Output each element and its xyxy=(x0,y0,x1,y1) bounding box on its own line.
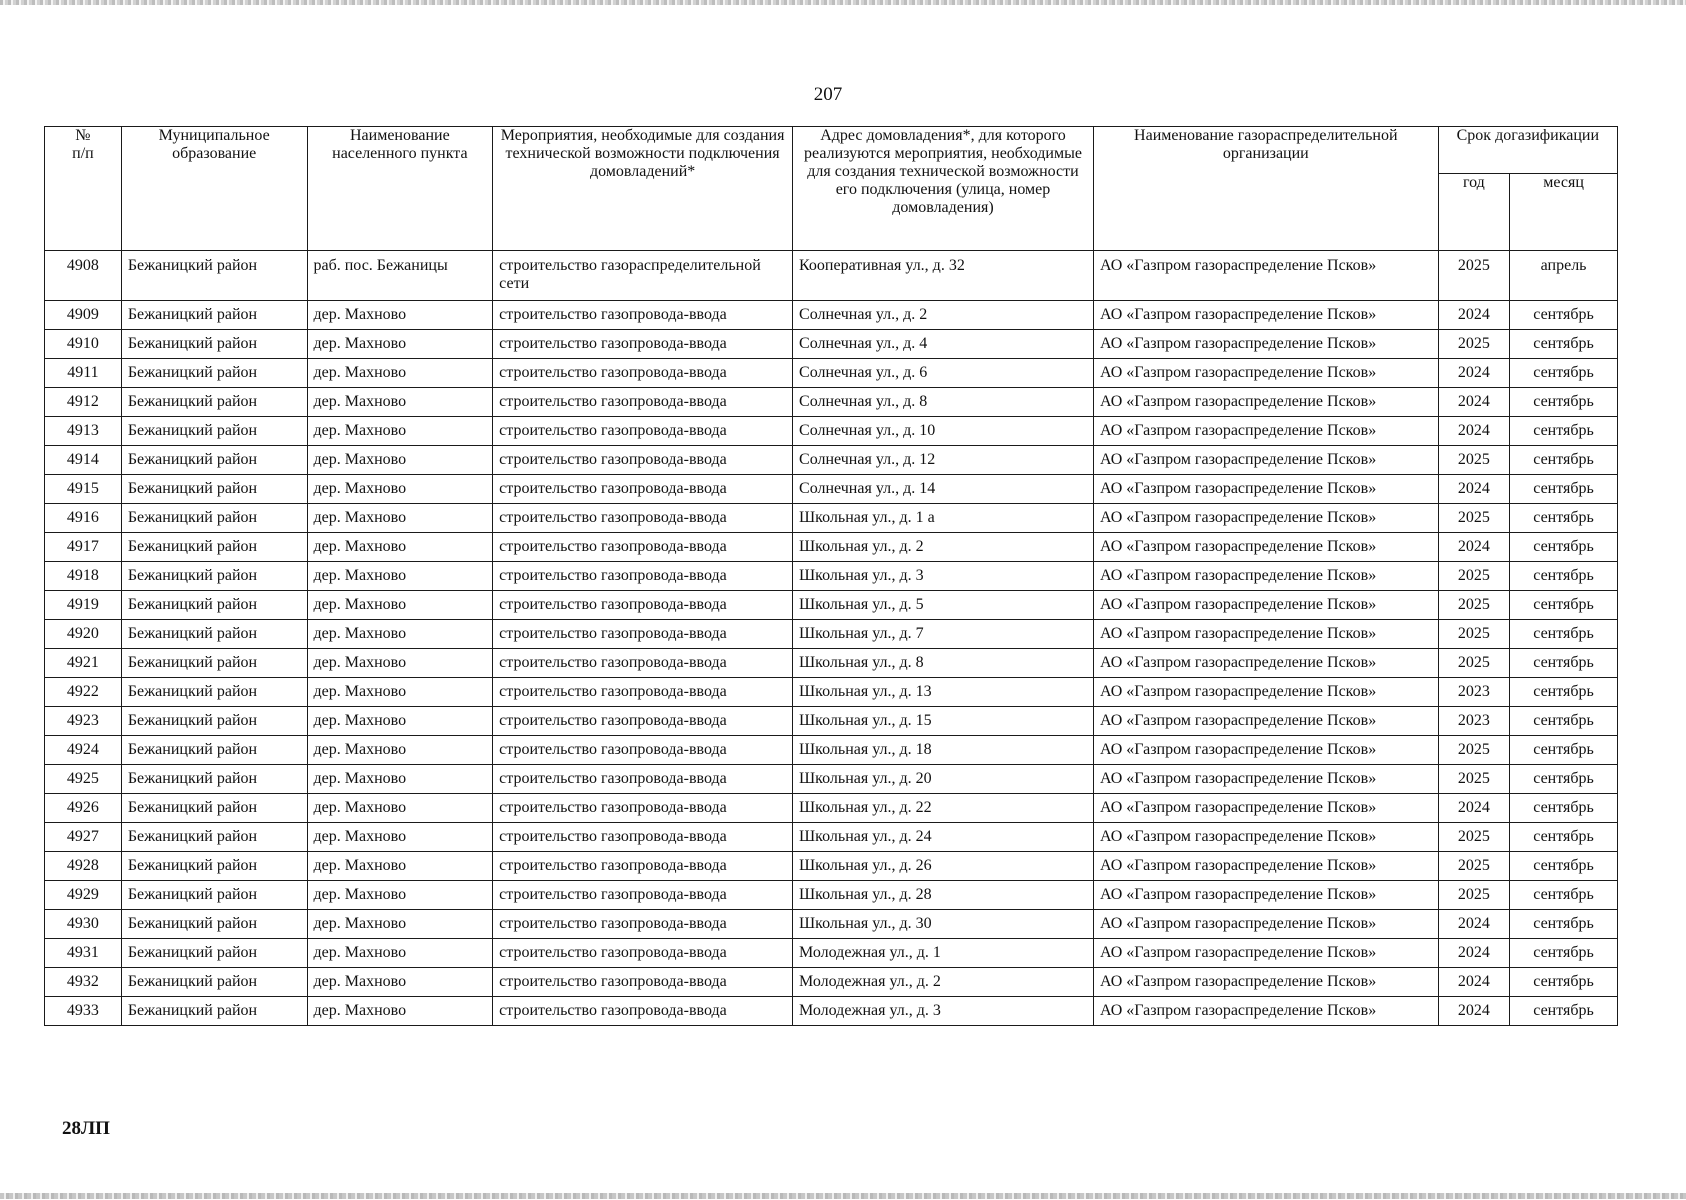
cell-settlement: дер. Махново xyxy=(307,562,493,591)
cell-municipality: Бежаницкий район xyxy=(121,939,307,968)
cell-municipality: Бежаницкий район xyxy=(121,301,307,330)
col-header-num-text: № п/п xyxy=(72,127,94,162)
row-number: 4908 xyxy=(45,251,122,301)
cell-settlement: дер. Махново xyxy=(307,330,493,359)
table-row xyxy=(45,794,1618,823)
cell-municipality: Бежаницкий район xyxy=(121,475,307,504)
footer-code: 28ЛП xyxy=(62,1118,110,1139)
cell-year: 2024 xyxy=(1438,388,1509,417)
cell-month: сентябрь xyxy=(1510,765,1618,794)
cell-organization: АО «Газпром газораспределение Псков» xyxy=(1093,794,1438,823)
cell-year: 2023 xyxy=(1438,678,1509,707)
cell-municipality: Бежаницкий район xyxy=(121,417,307,446)
cell-address: Солнечная ул., д. 6 xyxy=(793,359,1094,388)
cell-measure: строительство газопровода-ввода xyxy=(493,620,793,649)
cell-year: 2024 xyxy=(1438,475,1509,504)
table-row xyxy=(45,939,1618,968)
cell-year: 2024 xyxy=(1438,301,1509,330)
cell-address: Молодежная ул., д. 3 xyxy=(793,997,1094,1026)
cell-month: сентябрь xyxy=(1510,736,1618,765)
row-number: 4917 xyxy=(45,533,122,562)
cell-address: Молодежная ул., д. 1 xyxy=(793,939,1094,968)
cell-settlement: дер. Махново xyxy=(307,765,493,794)
cell-month: сентябрь xyxy=(1510,678,1618,707)
row-number: 4919 xyxy=(45,591,122,620)
cell-month: сентябрь xyxy=(1510,620,1618,649)
row-number: 4916 xyxy=(45,504,122,533)
col-header-num xyxy=(45,127,122,251)
table-row xyxy=(45,446,1618,475)
table-row xyxy=(45,968,1618,997)
cell-organization: АО «Газпром газораспределение Псков» xyxy=(1093,939,1438,968)
cell-measure: строительство газопровода-ввода xyxy=(493,997,793,1026)
cell-address: Школьная ул., д. 26 xyxy=(793,852,1094,881)
row-number: 4931 xyxy=(45,939,122,968)
table-row xyxy=(45,475,1618,504)
row-number: 4909 xyxy=(45,301,122,330)
cell-year: 2024 xyxy=(1438,939,1509,968)
cell-address: Солнечная ул., д. 14 xyxy=(793,475,1094,504)
cell-month: сентябрь xyxy=(1510,910,1618,939)
cell-municipality: Бежаницкий район xyxy=(121,997,307,1026)
cell-municipality: Бежаницкий район xyxy=(121,330,307,359)
cell-organization: АО «Газпром газораспределение Псков» xyxy=(1093,997,1438,1026)
cell-year: 2025 xyxy=(1438,649,1509,678)
cell-year: 2025 xyxy=(1438,881,1509,910)
col-header-organization: Наименование газораспределительной организации xyxy=(1093,127,1438,251)
cell-month: сентябрь xyxy=(1510,417,1618,446)
cell-organization: АО «Газпром газораспределение Псков» xyxy=(1093,475,1438,504)
cell-organization: АО «Газпром газораспределение Псков» xyxy=(1093,910,1438,939)
cell-measure: строительство газопровода-ввода xyxy=(493,504,793,533)
cell-address: Солнечная ул., д. 4 xyxy=(793,330,1094,359)
cell-address: Молодежная ул., д. 2 xyxy=(793,968,1094,997)
cell-settlement: дер. Махново xyxy=(307,533,493,562)
cell-month: сентябрь xyxy=(1510,359,1618,388)
table-body xyxy=(45,251,1618,1026)
cell-address: Солнечная ул., д. 12 xyxy=(793,446,1094,475)
cell-settlement: дер. Махново xyxy=(307,649,493,678)
cell-measure: строительство газопровода-ввода xyxy=(493,562,793,591)
cell-organization: АО «Газпром газораспределение Псков» xyxy=(1093,251,1438,301)
cell-municipality: Бежаницкий район xyxy=(121,823,307,852)
cell-municipality: Бежаницкий район xyxy=(121,852,307,881)
cell-settlement: раб. пос. Бежаницы xyxy=(307,251,493,301)
cell-municipality: Бежаницкий район xyxy=(121,388,307,417)
cell-year: 2024 xyxy=(1438,417,1509,446)
cell-organization: АО «Газпром газораспределение Псков» xyxy=(1093,620,1438,649)
cell-municipality: Бежаницкий район xyxy=(121,533,307,562)
cell-organization: АО «Газпром газораспределение Псков» xyxy=(1093,417,1438,446)
row-number: 4933 xyxy=(45,997,122,1026)
table-row xyxy=(45,504,1618,533)
cell-measure: строительство газопровода-ввода xyxy=(493,968,793,997)
cell-year: 2025 xyxy=(1438,765,1509,794)
table-row xyxy=(45,649,1618,678)
cell-settlement: дер. Махново xyxy=(307,359,493,388)
cell-municipality: Бежаницкий район xyxy=(121,591,307,620)
cell-address: Школьная ул., д. 22 xyxy=(793,794,1094,823)
cell-year: 2025 xyxy=(1438,562,1509,591)
cell-address: Солнечная ул., д. 10 xyxy=(793,417,1094,446)
table-row xyxy=(45,997,1618,1026)
cell-measure: строительство газопровода-ввода xyxy=(493,417,793,446)
cell-settlement: дер. Махново xyxy=(307,475,493,504)
col-header-year: год xyxy=(1438,174,1509,251)
cell-settlement: дер. Махново xyxy=(307,591,493,620)
cell-year: 2025 xyxy=(1438,823,1509,852)
table-row xyxy=(45,388,1618,417)
col-header-measures: Мероприятия, необходимые для создания технической возможности подключения домовладений* xyxy=(493,127,793,251)
table-row xyxy=(45,881,1618,910)
table-row xyxy=(45,620,1618,649)
row-number: 4914 xyxy=(45,446,122,475)
cell-address: Школьная ул., д. 18 xyxy=(793,736,1094,765)
cell-year: 2024 xyxy=(1438,533,1509,562)
table-row xyxy=(45,251,1618,301)
cell-organization: АО «Газпром газораспределение Псков» xyxy=(1093,504,1438,533)
cell-year: 2025 xyxy=(1438,330,1509,359)
cell-year: 2024 xyxy=(1438,997,1509,1026)
cell-municipality: Бежаницкий район xyxy=(121,678,307,707)
cell-organization: АО «Газпром газораспределение Псков» xyxy=(1093,330,1438,359)
cell-municipality: Бежаницкий район xyxy=(121,504,307,533)
cell-settlement: дер. Махново xyxy=(307,388,493,417)
table-row xyxy=(45,417,1618,446)
col-header-month: месяц xyxy=(1510,174,1618,251)
scan-edge-bottom xyxy=(0,1193,1686,1199)
cell-organization: АО «Газпром газораспределение Псков» xyxy=(1093,388,1438,417)
cell-settlement: дер. Махново xyxy=(307,678,493,707)
cell-organization: АО «Газпром газораспределение Псков» xyxy=(1093,823,1438,852)
cell-municipality: Бежаницкий район xyxy=(121,446,307,475)
cell-measure: строительство газопровода-ввода xyxy=(493,881,793,910)
cell-address: Солнечная ул., д. 2 xyxy=(793,301,1094,330)
row-number: 4928 xyxy=(45,852,122,881)
cell-month: сентябрь xyxy=(1510,330,1618,359)
cell-address: Школьная ул., д. 24 xyxy=(793,823,1094,852)
table-row xyxy=(45,330,1618,359)
row-number: 4929 xyxy=(45,881,122,910)
table-row xyxy=(45,765,1618,794)
cell-address: Школьная ул., д. 5 xyxy=(793,591,1094,620)
cell-organization: АО «Газпром газораспределение Псков» xyxy=(1093,852,1438,881)
cell-month: сентябрь xyxy=(1510,388,1618,417)
cell-measure: строительство газопровода-ввода xyxy=(493,591,793,620)
cell-settlement: дер. Махново xyxy=(307,707,493,736)
cell-address: Кооперативная ул., д. 32 xyxy=(793,251,1094,301)
row-number: 4921 xyxy=(45,649,122,678)
table-row xyxy=(45,359,1618,388)
cell-organization: АО «Газпром газораспределение Псков» xyxy=(1093,707,1438,736)
table-row xyxy=(45,301,1618,330)
cell-measure: строительство газопровода-ввода xyxy=(493,794,793,823)
cell-address: Школьная ул., д. 30 xyxy=(793,910,1094,939)
cell-measure: строительство газопровода-ввода xyxy=(493,823,793,852)
cell-month: сентябрь xyxy=(1510,968,1618,997)
scan-edge-top xyxy=(0,0,1686,5)
cell-month: сентябрь xyxy=(1510,591,1618,620)
cell-measure: строительство газопровода-ввода xyxy=(493,939,793,968)
col-header-municipality: Муниципальное образование xyxy=(121,127,307,251)
gasification-table xyxy=(44,126,1618,1026)
cell-organization: АО «Газпром газораспределение Псков» xyxy=(1093,968,1438,997)
table-row xyxy=(45,533,1618,562)
cell-municipality: Бежаницкий район xyxy=(121,968,307,997)
row-number: 4912 xyxy=(45,388,122,417)
cell-measure: строительство газопровода-ввода xyxy=(493,475,793,504)
cell-address: Школьная ул., д. 20 xyxy=(793,765,1094,794)
row-number: 4926 xyxy=(45,794,122,823)
cell-organization: АО «Газпром газораспределение Псков» xyxy=(1093,678,1438,707)
cell-measure: строительство газопровода-ввода xyxy=(493,649,793,678)
cell-month: сентябрь xyxy=(1510,504,1618,533)
cell-settlement: дер. Махново xyxy=(307,504,493,533)
cell-organization: АО «Газпром газораспределение Псков» xyxy=(1093,881,1438,910)
cell-measure: строительство газопровода-ввода xyxy=(493,330,793,359)
table-row xyxy=(45,678,1618,707)
row-number: 4923 xyxy=(45,707,122,736)
cell-address: Школьная ул., д. 1 а xyxy=(793,504,1094,533)
row-number: 4932 xyxy=(45,968,122,997)
cell-settlement: дер. Махново xyxy=(307,301,493,330)
page-number: 207 xyxy=(813,84,843,105)
cell-month: сентябрь xyxy=(1510,707,1618,736)
row-number: 4927 xyxy=(45,823,122,852)
cell-year: 2024 xyxy=(1438,910,1509,939)
col-header-settlement: Наименование населенного пункта xyxy=(307,127,493,251)
cell-month: сентябрь xyxy=(1510,939,1618,968)
cell-month: сентябрь xyxy=(1510,533,1618,562)
cell-year: 2025 xyxy=(1438,251,1509,301)
cell-municipality: Бежаницкий район xyxy=(121,881,307,910)
cell-settlement: дер. Махново xyxy=(307,620,493,649)
col-header-deadline: Срок догазификации xyxy=(1438,127,1617,174)
cell-settlement: дер. Махново xyxy=(307,417,493,446)
col-header-address: Адрес домовладения*, для которого реализуются мероприятия, необходимые для создания технической возможности его подключения (улица, номер домовладения) xyxy=(793,127,1094,251)
cell-measure: строительство газопровода-ввода xyxy=(493,301,793,330)
table-row xyxy=(45,736,1618,765)
cell-organization: АО «Газпром газораспределение Псков» xyxy=(1093,533,1438,562)
cell-measure: строительство газопровода-ввода xyxy=(493,446,793,475)
cell-address: Школьная ул., д. 8 xyxy=(793,649,1094,678)
cell-year: 2025 xyxy=(1438,504,1509,533)
cell-measure: строительство газопровода-ввода xyxy=(493,707,793,736)
row-number: 4910 xyxy=(45,330,122,359)
cell-measure: строительство газораспределительной сети xyxy=(493,251,793,301)
cell-address: Школьная ул., д. 15 xyxy=(793,707,1094,736)
table-row xyxy=(45,707,1618,736)
cell-measure: строительство газопровода-ввода xyxy=(493,852,793,881)
cell-month: сентябрь xyxy=(1510,852,1618,881)
cell-settlement: дер. Махново xyxy=(307,968,493,997)
cell-year: 2024 xyxy=(1438,794,1509,823)
cell-municipality: Бежаницкий район xyxy=(121,359,307,388)
cell-month: сентябрь xyxy=(1510,881,1618,910)
cell-address: Школьная ул., д. 2 xyxy=(793,533,1094,562)
cell-settlement: дер. Махново xyxy=(307,794,493,823)
cell-measure: строительство газопровода-ввода xyxy=(493,910,793,939)
table-row xyxy=(45,823,1618,852)
cell-municipality: Бежаницкий район xyxy=(121,765,307,794)
cell-address: Школьная ул., д. 13 xyxy=(793,678,1094,707)
cell-measure: строительство газопровода-ввода xyxy=(493,388,793,417)
cell-month: сентябрь xyxy=(1510,997,1618,1026)
row-number: 4925 xyxy=(45,765,122,794)
cell-municipality: Бежаницкий район xyxy=(121,736,307,765)
row-number: 4922 xyxy=(45,678,122,707)
cell-organization: АО «Газпром газораспределение Псков» xyxy=(1093,359,1438,388)
cell-municipality: Бежаницкий район xyxy=(121,649,307,678)
cell-address: Школьная ул., д. 3 xyxy=(793,562,1094,591)
cell-municipality: Бежаницкий район xyxy=(121,794,307,823)
cell-organization: АО «Газпром газораспределение Псков» xyxy=(1093,446,1438,475)
table-row xyxy=(45,562,1618,591)
cell-month: апрель xyxy=(1510,251,1618,301)
cell-municipality: Бежаницкий район xyxy=(121,620,307,649)
cell-measure: строительство газопровода-ввода xyxy=(493,678,793,707)
cell-year: 2024 xyxy=(1438,359,1509,388)
cell-organization: АО «Газпром газораспределение Псков» xyxy=(1093,562,1438,591)
cell-settlement: дер. Махново xyxy=(307,881,493,910)
cell-year: 2025 xyxy=(1438,736,1509,765)
cell-month: сентябрь xyxy=(1510,475,1618,504)
cell-settlement: дер. Махново xyxy=(307,939,493,968)
cell-settlement: дер. Махново xyxy=(307,910,493,939)
row-number: 4911 xyxy=(45,359,122,388)
table-row xyxy=(45,591,1618,620)
row-number: 4918 xyxy=(45,562,122,591)
cell-year: 2023 xyxy=(1438,707,1509,736)
row-number: 4920 xyxy=(45,620,122,649)
cell-settlement: дер. Махново xyxy=(307,736,493,765)
cell-organization: АО «Газпром газораспределение Псков» xyxy=(1093,765,1438,794)
cell-municipality: Бежаницкий район xyxy=(121,910,307,939)
cell-measure: строительство газопровода-ввода xyxy=(493,533,793,562)
row-number: 4913 xyxy=(45,417,122,446)
cell-measure: строительство газопровода-ввода xyxy=(493,736,793,765)
row-number: 4924 xyxy=(45,736,122,765)
cell-month: сентябрь xyxy=(1510,562,1618,591)
cell-month: сентябрь xyxy=(1510,794,1618,823)
table-row xyxy=(45,852,1618,881)
cell-organization: АО «Газпром газораспределение Псков» xyxy=(1093,736,1438,765)
cell-address: Школьная ул., д. 28 xyxy=(793,881,1094,910)
cell-year: 2025 xyxy=(1438,620,1509,649)
cell-organization: АО «Газпром газораспределение Псков» xyxy=(1093,649,1438,678)
cell-address: Солнечная ул., д. 8 xyxy=(793,388,1094,417)
cell-organization: АО «Газпром газораспределение Псков» xyxy=(1093,591,1438,620)
row-number: 4930 xyxy=(45,910,122,939)
cell-month: сентябрь xyxy=(1510,301,1618,330)
cell-month: сентябрь xyxy=(1510,823,1618,852)
cell-year: 2024 xyxy=(1438,968,1509,997)
cell-settlement: дер. Махново xyxy=(307,997,493,1026)
cell-month: сентябрь xyxy=(1510,649,1618,678)
cell-year: 2025 xyxy=(1438,591,1509,620)
cell-month: сентябрь xyxy=(1510,446,1618,475)
cell-settlement: дер. Махново xyxy=(307,823,493,852)
cell-measure: строительство газопровода-ввода xyxy=(493,359,793,388)
cell-organization: АО «Газпром газораспределение Псков» xyxy=(1093,301,1438,330)
cell-settlement: дер. Махново xyxy=(307,852,493,881)
cell-measure: строительство газопровода-ввода xyxy=(493,765,793,794)
row-number: 4915 xyxy=(45,475,122,504)
cell-year: 2025 xyxy=(1438,852,1509,881)
cell-year: 2025 xyxy=(1438,446,1509,475)
table-row xyxy=(45,910,1618,939)
cell-municipality: Бежаницкий район xyxy=(121,251,307,301)
cell-municipality: Бежаницкий район xyxy=(121,562,307,591)
cell-address: Школьная ул., д. 7 xyxy=(793,620,1094,649)
cell-settlement: дер. Махново xyxy=(307,446,493,475)
cell-municipality: Бежаницкий район xyxy=(121,707,307,736)
